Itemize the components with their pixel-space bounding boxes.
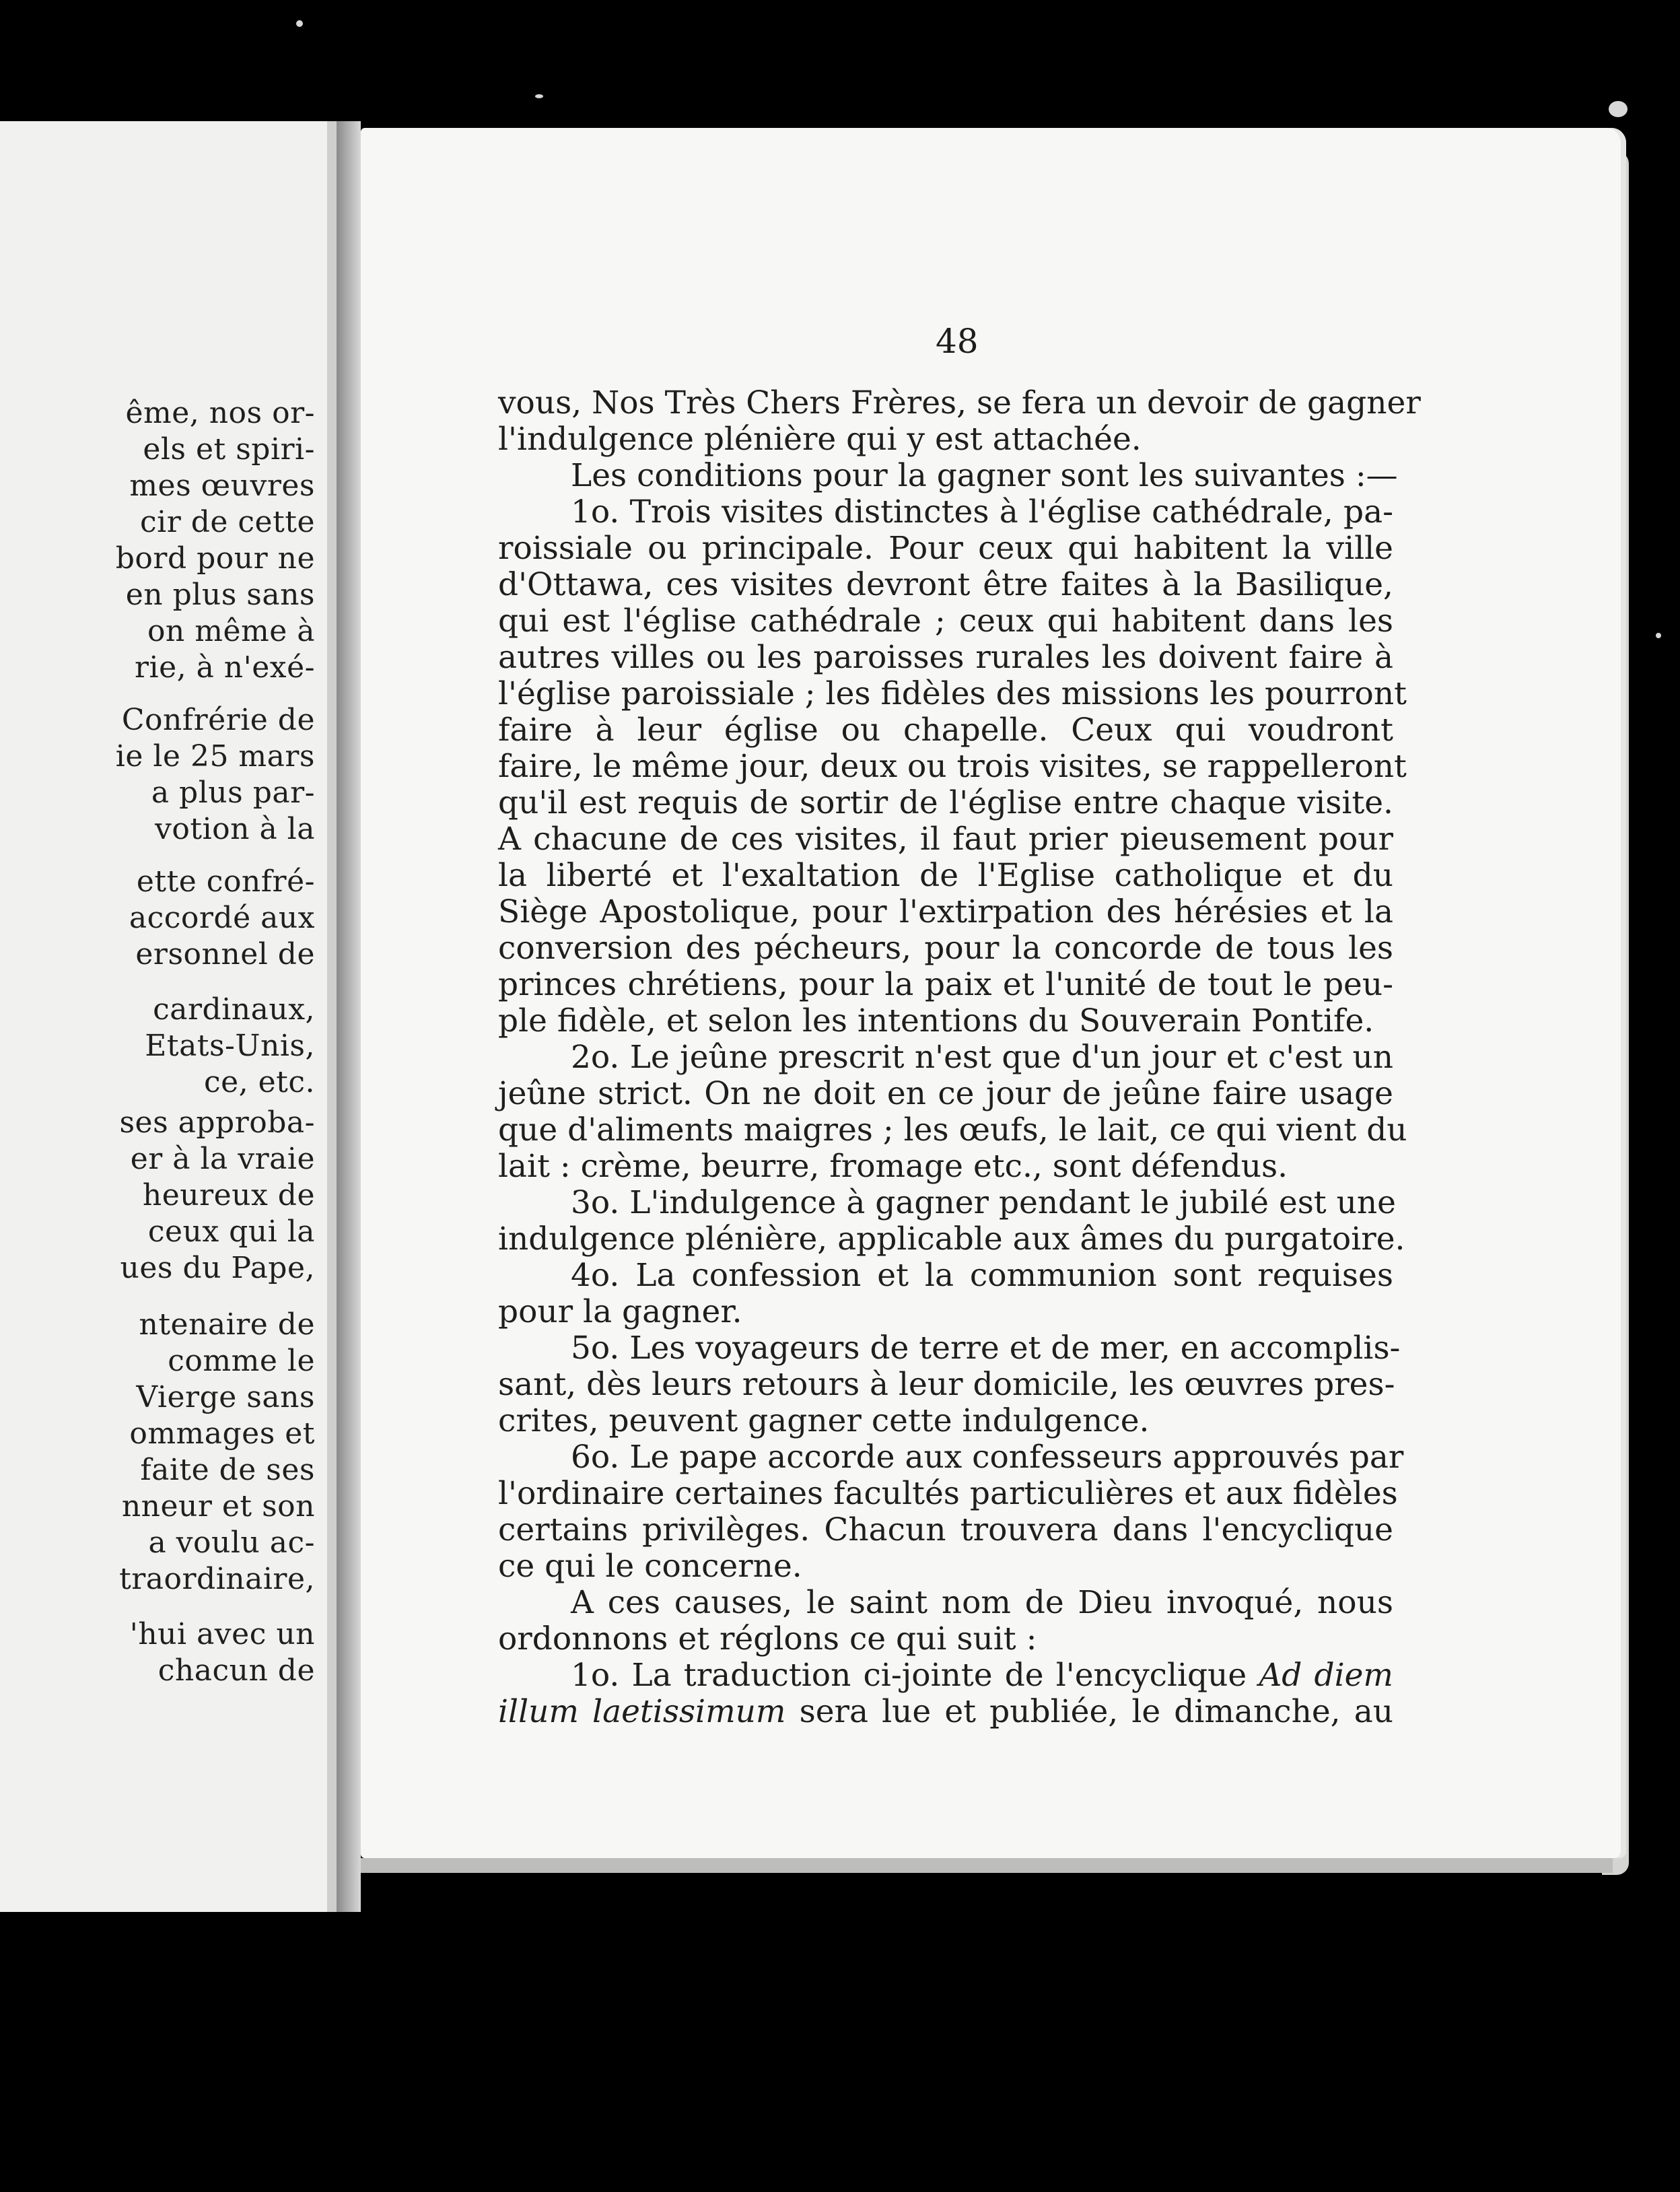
text-line: que d'aliments maigres ; les œufs, le lait, ce qui vient du bbox=[498, 1111, 1407, 1149]
latin-title: Ad diem bbox=[1259, 1657, 1394, 1694]
left-page-line: ce, etc. bbox=[203, 1065, 315, 1099]
scan-speck bbox=[535, 94, 543, 98]
left-page-line: els et spiri- bbox=[143, 432, 315, 467]
scan-speck bbox=[296, 20, 303, 27]
text-line: la liberté et l'exaltation de l'Eglise catholique et du bbox=[498, 857, 1393, 894]
text-line bbox=[498, 1657, 1393, 1694]
left-page-line: chacun de bbox=[158, 1653, 315, 1688]
text-line: crites, peuvent gagner cette indulgence. bbox=[498, 1402, 1150, 1439]
text-line: pour la gagner. bbox=[498, 1293, 742, 1330]
book-gutter bbox=[337, 121, 361, 1912]
left-page-line-part: er à la vraie bbox=[130, 1142, 315, 1176]
text-line: faire à leur église ou chapelle. Ceux qui voudront bbox=[498, 712, 1393, 749]
text-line: 2o. Le jeûne prescrit n'est que d'un jour et c'est un bbox=[571, 1039, 1393, 1076]
left-page-line: ême, nos or- bbox=[125, 396, 315, 430]
left-page-line: heureux de bbox=[142, 1178, 315, 1212]
text-line: roissiale ou principale. Pour ceux qui habitent la ville bbox=[498, 530, 1393, 567]
text-segment: 1o. La traduction ci-jointe de l'encyclique bbox=[571, 1657, 1259, 1694]
text-line: 6o. Le pape accorde aux confesseurs approuvés par bbox=[571, 1439, 1404, 1476]
text-line: A ces causes, le saint nom de Dieu invoqué, nous bbox=[571, 1584, 1393, 1621]
left-page-line: votion à la bbox=[155, 812, 315, 846]
left-page-line bbox=[131, 1144, 315, 1174]
page-bottom-edge bbox=[361, 1858, 1613, 1873]
text-line: l'indulgence plénière qui y est attachée. bbox=[498, 421, 1142, 458]
left-page-line: Vierge sans bbox=[136, 1380, 315, 1414]
left-page-line: ntenaire de bbox=[139, 1307, 315, 1342]
left-page-line: faite de ses bbox=[140, 1453, 315, 1487]
latin-title: illum laetissimum bbox=[498, 1693, 786, 1730]
left-page-line: mes œuvres bbox=[129, 469, 315, 503]
left-page-line: traordinaire, bbox=[119, 1562, 315, 1596]
left-page-line: cardinaux, bbox=[153, 992, 315, 1027]
text-line: conversion des pécheurs, pour la concorde de tous les bbox=[498, 930, 1393, 967]
left-page-line: 'hui avec un bbox=[129, 1617, 315, 1651]
left-page-line: Etats-Unis, bbox=[145, 1029, 315, 1063]
text-line: Les conditions pour la gagner sont les suivantes :— bbox=[571, 457, 1398, 494]
text-line: qui est l'église cathédrale ; ceux qui habitent dans les bbox=[498, 603, 1393, 640]
text-line: indulgence plénière, applicable aux âmes du purgatoire. bbox=[498, 1221, 1405, 1258]
left-page-line: ceux qui la bbox=[147, 1214, 315, 1249]
text-line: lait : crème, beurre, fromage etc., sont défendus. bbox=[498, 1148, 1288, 1185]
text-line: 4o. La confession et la communion sont requises bbox=[571, 1257, 1393, 1294]
text-line: ple fidèle, et selon les intentions du Souverain Pontife. bbox=[498, 1002, 1374, 1039]
left-page-line: ues du Pape, bbox=[120, 1251, 315, 1285]
left-page-line: bord pour ne bbox=[115, 541, 315, 576]
left-page-line: ersonnel de bbox=[135, 937, 315, 971]
left-page-line: nneur et son bbox=[121, 1489, 315, 1523]
text-line: princes chrétiens, pour la paix et l'unité de tout le peu- bbox=[498, 966, 1393, 1003]
body-text bbox=[498, 384, 1421, 1730]
left-page-line: on même à bbox=[147, 614, 315, 648]
text-line: vous, Nos Très Chers Frères, se fera un devoir de gagner bbox=[498, 384, 1421, 421]
left-page-line: cir de cette bbox=[139, 505, 315, 539]
text-line: ce qui le concerne. bbox=[498, 1548, 802, 1585]
scan-speck bbox=[1609, 101, 1628, 117]
text-line bbox=[498, 1694, 1393, 1730]
left-page-line: Confrérie de bbox=[121, 703, 315, 737]
text-line: ordonnons et réglons ce qui suit : bbox=[498, 1620, 1037, 1657]
left-page-line: a plus par- bbox=[151, 776, 315, 810]
text-line: A chacune de ces visites, il faut prier pieusement pour bbox=[498, 821, 1393, 858]
scan-speck bbox=[1656, 633, 1661, 638]
text-segment: sera lue et publiée, le dimanche, au bbox=[785, 1693, 1393, 1730]
page-number: 48 bbox=[936, 322, 979, 361]
text-line: faire, le même jour, deux ou trois visites, se rappelleront bbox=[498, 748, 1407, 785]
text-line: l'ordinaire certaines facultés particulières et aux fidèles bbox=[498, 1475, 1398, 1512]
left-page-line: ommages et bbox=[129, 1416, 315, 1451]
text-line: 1o. Trois visites distinctes à l'église cathédrale, pa- bbox=[571, 493, 1393, 530]
text-line: autres villes ou les paroisses rurales les doivent faire à bbox=[498, 639, 1393, 676]
left-page-line: a voulu ac- bbox=[148, 1526, 315, 1560]
left-page-line: accordé aux bbox=[129, 901, 315, 935]
left-page bbox=[0, 121, 337, 1912]
left-page-line: rie, à n'exé- bbox=[134, 650, 315, 685]
left-page-line: en plus sans bbox=[125, 578, 315, 612]
text-line: qu'il est requis de sortir de l'église entre chaque visite. bbox=[498, 784, 1393, 821]
text-line: 3o. L'indulgence à gagner pendant le jubilé est une bbox=[571, 1184, 1396, 1221]
text-line: Siège Apostolique, pour l'extirpation des hérésies et la bbox=[498, 893, 1393, 930]
left-page-line: ses approba- bbox=[119, 1105, 315, 1140]
text-line: d'Ottawa, ces visites devront être faites à la Basilique, bbox=[498, 566, 1393, 603]
text-line: sant, dès leurs retours à leur domicile, les œuvres pres- bbox=[498, 1366, 1395, 1403]
left-page-line: comme le bbox=[168, 1344, 315, 1378]
left-page-line: ie le 25 mars bbox=[115, 739, 315, 774]
left-page-line: ette confré- bbox=[136, 864, 315, 899]
text-line: 5o. Les voyageurs de terre et de mer, en accomplis- bbox=[571, 1330, 1401, 1367]
text-line: jeûne strict. On ne doit en ce jour de jeûne faire usage bbox=[498, 1075, 1393, 1112]
text-line: l'église paroissiale ; les fidèles des missions les pourront bbox=[498, 675, 1407, 712]
text-line: certains privilèges. Chacun trouvera dans l'encyclique bbox=[498, 1511, 1393, 1548]
